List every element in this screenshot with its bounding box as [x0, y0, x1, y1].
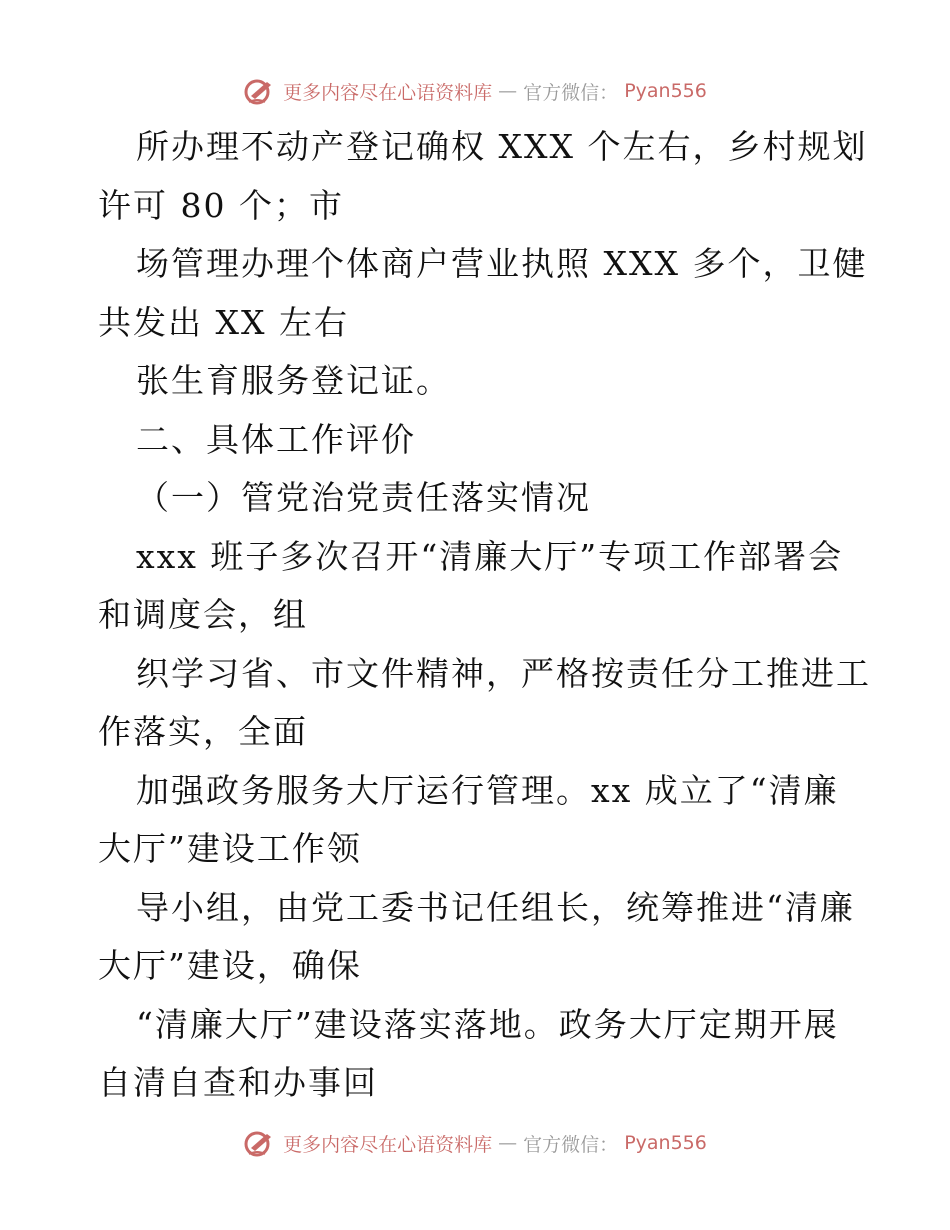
text-line: 作落实，全面 — [98, 712, 308, 751]
text-line: 场管理办理个体商户营业执照 XXX 多个，卫健 — [136, 244, 868, 283]
text-line: xxx 班子多次召开“清廉大厅”专项工作部署会 — [136, 536, 844, 576]
text-line: 织学习省、市文件精神，严格按责任分工推进工 — [136, 653, 871, 693]
text-line: 许可 80 个；市 — [98, 185, 344, 225]
text-line: 加强政务服务大厅运行管理。xx 成立了“清廉 — [136, 770, 839, 810]
watermark-dash: — — [498, 80, 518, 102]
watermark-subtext: 官方微信： — [523, 81, 619, 104]
text-line: 导小组，由党工委书记任组长，统筹推进“清廉 — [136, 887, 855, 927]
text-line: 和调度会，组 — [98, 595, 308, 634]
watermark-subtext: 官方微信： — [523, 1133, 619, 1156]
watermark-dash: — — [498, 1132, 518, 1154]
watermark-text: 更多内容尽在心语资料库 — [283, 1133, 493, 1156]
watermark-text: 更多内容尽在心语资料库 — [283, 81, 493, 104]
watermark-logo-icon — [243, 76, 277, 106]
text-line: 大厅”建设，确保 — [98, 946, 362, 985]
text-line: 大厅”建设工作领 — [98, 829, 362, 868]
text-line: 共发出 XX 左右 — [98, 302, 349, 342]
watermark-header — [0, 76, 950, 106]
watermark-wechat: Pyan556 — [624, 1132, 707, 1154]
text-line: “清廉大厅”建设落实落地。政务大厅定期开展 — [136, 1004, 839, 1044]
watermark-footer — [0, 1128, 950, 1158]
text-line: 二、具体工作评价 — [136, 419, 416, 459]
watermark-wechat: Pyan556 — [624, 80, 707, 102]
document-body — [98, 118, 871, 1113]
text-line: （一）管党治党责任落实情况 — [136, 478, 591, 517]
text-line: 自清自查和办事回 — [98, 1063, 378, 1102]
text-line: 张生育服务登记证。 — [136, 361, 451, 400]
watermark-logo-icon — [243, 1128, 277, 1158]
text-line: 所办理不动产登记确权 XXX 个左右，乡村规划 — [136, 127, 868, 166]
